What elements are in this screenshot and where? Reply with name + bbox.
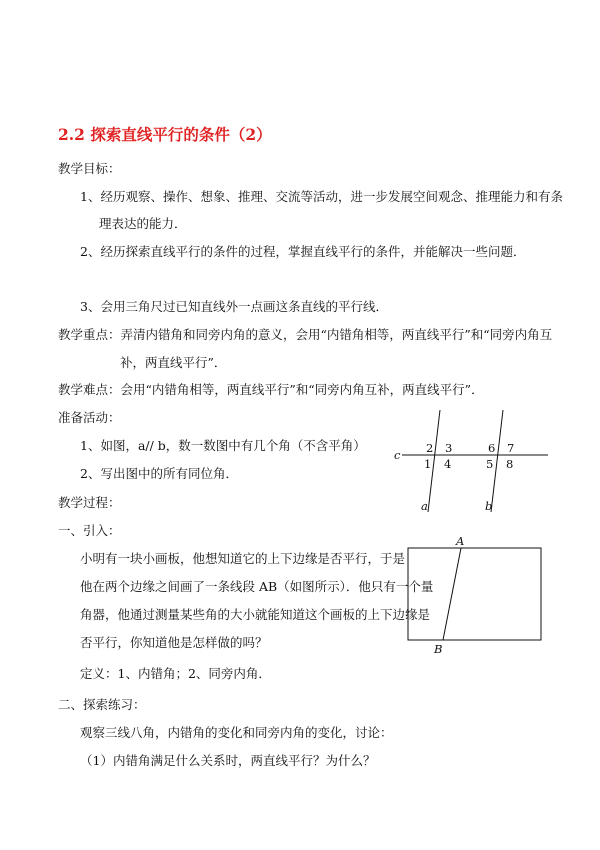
angle-3-label: 3 xyxy=(445,441,453,455)
explore-question-1: （1）内错角满足什么关系时，两直线平行？为什么？ xyxy=(80,753,376,768)
segment-ab xyxy=(443,548,461,640)
angle-4-label: 4 xyxy=(444,457,452,471)
intro-heading: 一、引入： xyxy=(58,523,121,538)
objectives-heading: 教学目标： xyxy=(58,161,121,176)
label-a: a xyxy=(421,499,428,513)
prep-heading: 准备活动： xyxy=(58,410,121,425)
explore-paragraph: 观察三线八角，内错角的变化和同旁内角的变化，讨论： xyxy=(80,725,393,740)
parallel-lines-figure xyxy=(390,405,560,520)
angle-6-label: 6 xyxy=(488,441,496,455)
intro-paragraph-line2: 他在两个边缘之间画了一条线段 AB（如图所示）．他只有一个量 xyxy=(80,579,434,594)
page-title: 2.2 探索直线平行的条件（2） xyxy=(58,125,272,144)
angle-2-label: 2 xyxy=(426,441,434,455)
board-rectangle xyxy=(408,548,541,640)
label-b: b xyxy=(485,499,493,513)
difficulty: 教学难点：会用“内错角相等，两直线平行”和“同旁内角互补，两直线平行”． xyxy=(58,382,484,397)
key-points-line1: 教学重点：弄清内错角和同旁内角的意义，会用“内错角相等，两直线平行”和“同旁内角互 xyxy=(58,327,553,342)
process-heading: 教学过程： xyxy=(58,495,121,510)
key-points-line2: 补，两直线平行”． xyxy=(120,355,227,370)
objective-3: 3、会用三角尺过已知直线外一点画这条直线的平行线． xyxy=(80,299,388,314)
objective-1-line2: 理表达的能力． xyxy=(99,216,187,231)
intro-paragraph-line1: 小明有一块小画板，他想知道它的上下边缘是否平行，于是 xyxy=(80,551,406,566)
intro-definition: 定义：1、内错角；2、同旁内角． xyxy=(80,666,271,681)
angle-8-label: 8 xyxy=(506,457,514,471)
point-a-label: A xyxy=(456,535,465,548)
objective-1-line1: 1、经历观察、操作、想象、推理、交流等活动，进一步发展空间观念、推理能力和有条 xyxy=(80,189,563,204)
angle-1-label: 1 xyxy=(424,457,432,471)
point-b-label: B xyxy=(434,642,443,656)
angle-7-label: 7 xyxy=(507,441,515,455)
explore-heading: 二、探索练习： xyxy=(58,697,146,712)
drawing-board-figure xyxy=(395,535,555,660)
prep-item-1: 1、如图，a// b，数一数图中有几个角（不含平角） xyxy=(80,438,366,453)
prep-item-2: 2、写出图中的所有同位角． xyxy=(80,466,238,481)
objective-2: 2、经历探索直线平行的条件的过程，掌握直线平行的条件，并能解决一些问题． xyxy=(80,244,526,259)
label-c: c xyxy=(394,448,401,462)
intro-paragraph-line3: 角器，他通过测量某些角的大小就能知道这个画板的上下边缘是 xyxy=(80,607,431,622)
angle-5-label: 5 xyxy=(486,457,494,471)
intro-paragraph-line4: 否平行，你知道他是怎样做的吗？ xyxy=(80,635,268,650)
